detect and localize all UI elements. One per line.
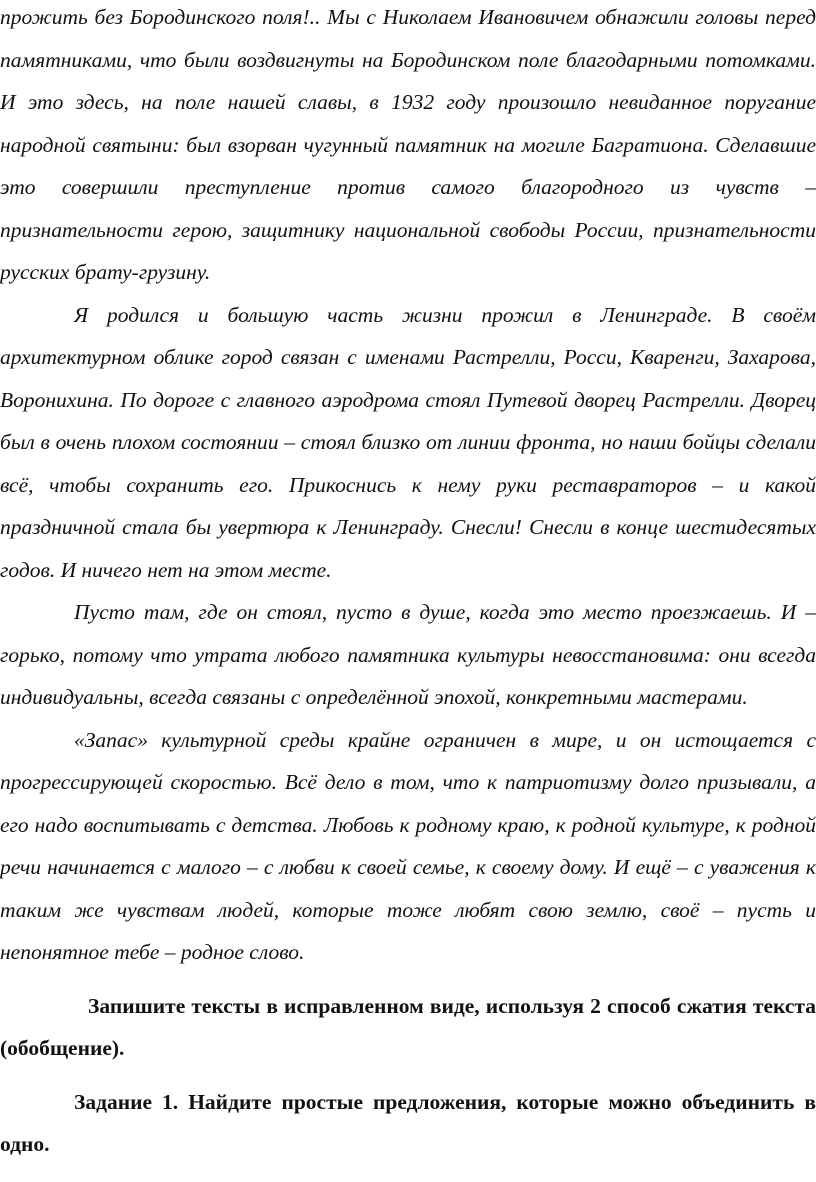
paragraph-loss: Пусто там, где он стоял, пусто в душе, когда это место проезжаешь. И – горько, потому что утрата любого памятника культуры невосстановима: они всегда индивидуальны, всегда связаны с определённой эпохой, конкретными мастерами. [0,600,816,709]
paragraph-leningrad: Я родился и большую часть жизни прожил в Ленинграде. В своём архитектурном облике город связан с именами Растрелли, Росси, Кваренги, Захарова, Воронихина. По дороге с главного аэродрома стоял Путевой дворец Растрелли. Дворец был в очень плохом состоянии – стоял близко от линии фронта, но наши бойцы сделали всё, чтобы сохранить его. Прикоснись к нему руки реставраторов – и какой праздничной стала бы увертюра к Ленинграду. Снесли! Снесли в конце шестидесятых годов. И ничего нет на этом месте. [0,302,816,582]
instruction-text: Запишите тексты в исправленном виде, используя 2 способ сжатия текста (обобщение). [0,993,816,1060]
task-1-text: Задание 1. Найдите простые предложения, которые можно объединить в одно. [0,1089,816,1156]
paragraph-culture-reserve: «Запас» культурной среды крайне ограничен в мире, и он истощается с прогрессирующей скоростью. Всё дело в том, что к патриотизму долго призывали, а его надо воспитывать с детства. Любовь к родному краю, к родной культуре, к родной речи начинается с малого – с любви к своей семье, к своему дому. И ещё – с уважения к таким же чувствам людей, которые тоже любят свою землю, своё – пусть и непонятное тебе – родное слово. [0,727,816,964]
paragraph-borodino: прожить без Бородинского поля!.. Мы с Николаем Ивановичем обнажили головы перед памятниками, что были воздвигнуты на Бородинском поле благодарными потомками. И это здесь, на поле нашей славы, в 1932 году произошло невиданное поругание народной святыни: был взорван чугунный памятник на могиле Багратиона. Сделавшие это совершили преступление против самого благородного из чувств – признательности герою, защитнику национальной свободы России, признательности русских брату-грузину. [0,5,816,284]
